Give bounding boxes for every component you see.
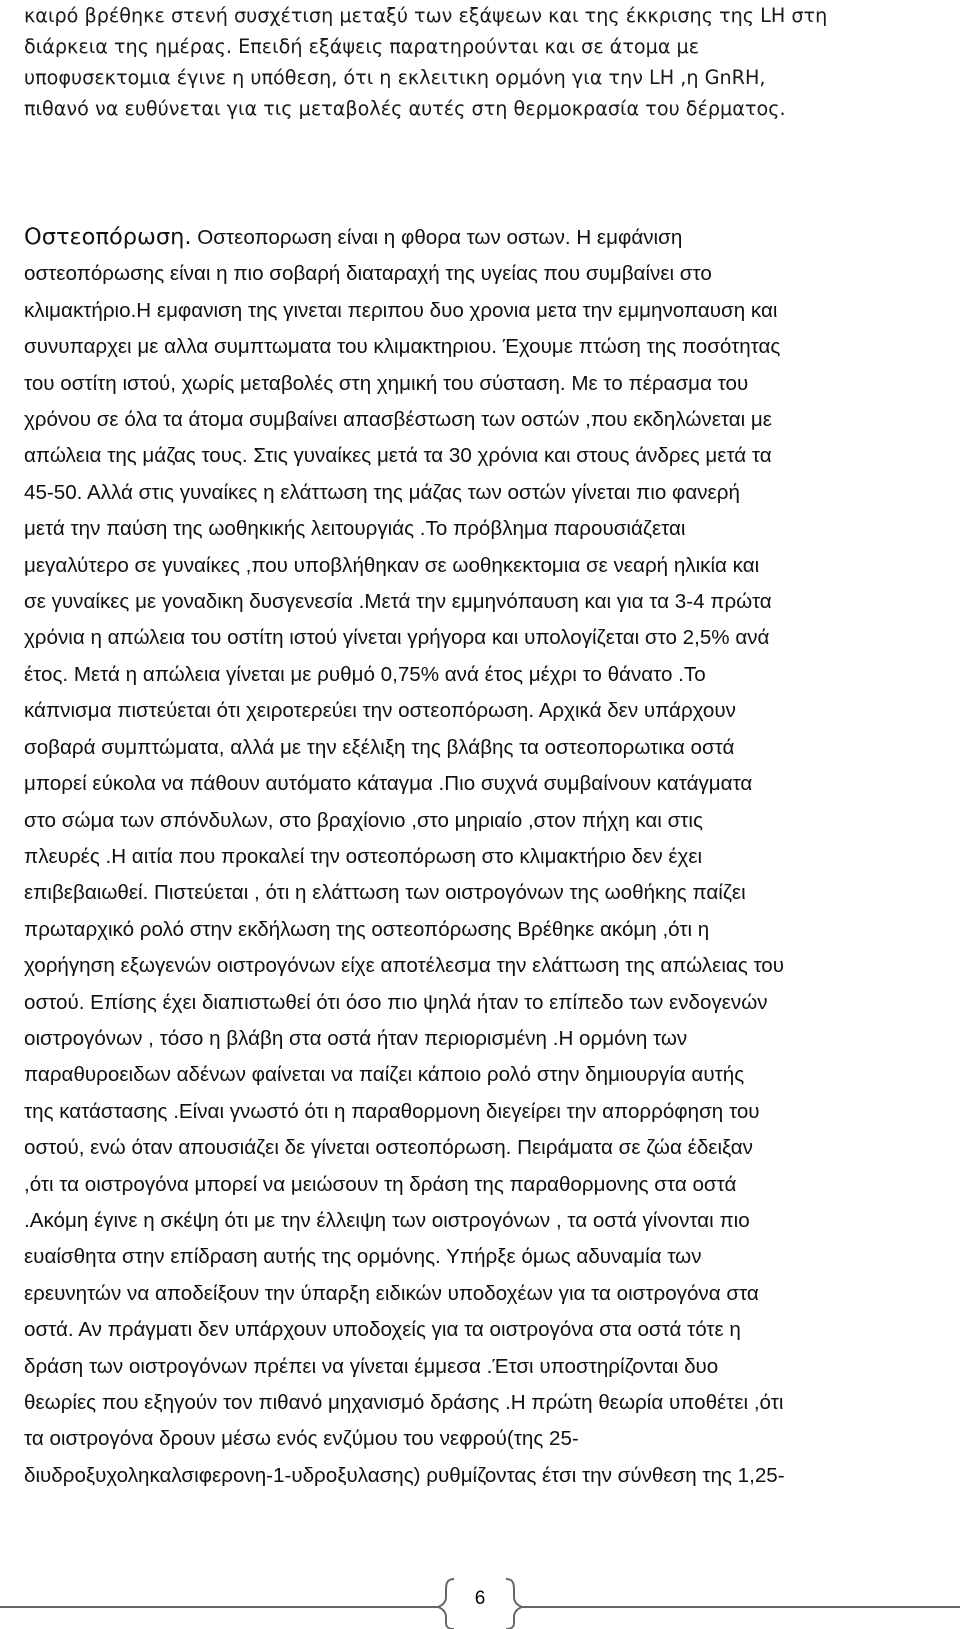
text-line: επιβεβαιωθεί. Πιστεύεται , ότι η ελάττωση των οιστρογόνων της ωοθήκης παίζει xyxy=(24,881,746,905)
page-number: 6 xyxy=(474,1588,486,1609)
text-line: 45-50. Αλλά στις γυναίκες η ελάττωση της μάζας των οστών γίνεται πιο φανερή xyxy=(24,480,740,504)
text-line: στο σώμα των σπόνδυλων, στο βραχίονιο ,στο μηριαίο ,στον πήχη και στις xyxy=(24,808,703,832)
text-line: σε γυναίκες με γοναδικη δυσγενεσία .Μετά την εμμηνόπαυση και για τα 3-4 πρώτα xyxy=(24,590,772,614)
text-line: διυδροξυχοληκαλσιφερονη-1-υδροξυλασης) ρυθμίζοντας έτσι την σύνθεση της 1,25- xyxy=(24,1463,785,1487)
text-line: παραθυροειδων αδένων φαίνεται να παίζει κάποιο ρολό στην δημιουργία αυτής xyxy=(24,1063,745,1087)
text-line: οστά. Αν πράγματι δεν υπάρχουν υποδοχείς για τα οιστρογόνα στα οστά τότε η xyxy=(24,1318,741,1342)
text-line: έτος. Μετά η απώλεια γίνεται με ρυθμό 0,75% ανά έτος μέχρι το θάνατο .Το xyxy=(24,662,706,686)
text-line: σοβαρά συμπτώματα, αλλά με την εξέλιξη της βλάβης τα οστεοπορωτικα οστά xyxy=(24,735,735,759)
text-line: πρωταρχικό ρολό στην εκδήλωση της οστεοπόρωσης Βρέθηκε ακόμη ,ότι η xyxy=(24,917,710,941)
footer-rule-left xyxy=(0,1606,440,1608)
text-line: πλευρές .Η αιτία που προκαλεί την οστεοπόρωση στο κλιμακτήριο δεν έχει xyxy=(24,844,703,868)
text-line: χορήγηση εξωγενών οιστρογόνων είχε αποτέλεσμα την ελάττωση της απώλειας του xyxy=(24,954,785,978)
text-line: χρόνια η απώλεια του οστίτη ιστού γίνεται γρήγορα και υπολογίζεται στο 2,5% ανά xyxy=(24,626,770,650)
text-line: μετά την παύση της ωοθηκικής λειτουργιάς .Το πρόβλημα παρουσιάζεται xyxy=(24,517,686,541)
text-line: χρόνου σε όλα τα άτομα συμβαίνει απασβέστωση των οστών ,που εκδηλώνεται με xyxy=(24,408,772,432)
text-line: διάρκεια της ημέρας. Επειδή εξάψεις παρατηρούνται και σε άτομα με xyxy=(24,35,700,58)
text-line: μπορεί εύκολα να πάθουν αυτόματο κάταγμα .Πιο συχνά συμβαίνουν κατάγματα xyxy=(24,772,753,796)
text-line: οστεοπόρωσης είναι η πιο σοβαρή διαταραχή της υγείας που συμβαίνει στο xyxy=(24,262,712,286)
text-line: οιστρογόνων , τόσο η βλάβη στα οστά ήταν περιορισμένη .Η ορμόνη των xyxy=(24,1026,688,1050)
text-line: ευαίσθητα στην επίδραση αυτής της ορμόνης. Υπήρξε όμως αδυναμία των xyxy=(24,1245,702,1269)
section-body xyxy=(24,256,944,1494)
text-line: δράση των οιστρογόνων πρέπει να γίνεται έμμεσα .Έτσι υποστηρίζονται δυο xyxy=(24,1354,719,1378)
text-line: της κατάστασης .Είναι γνωστό ότι η παραθορμονη διεγείρει την απορρόφηση του xyxy=(24,1099,760,1123)
text-line: μεγαλύτερο σε γυναίκες ,που υποβλήθηκαν σε ωοθηκεκτομια σε νεαρή ηλικία και xyxy=(24,553,760,577)
text-line: ,ότι τα οιστρογόνα μπορεί να μειώσουν τη δράση της παραθορμονης στα οστά xyxy=(24,1172,737,1196)
section-first-line xyxy=(24,219,944,256)
text-line: καιρό βρέθηκε στενή συσχέτιση μεταξύ των εξάψεων και της έκκρισης της LH στη xyxy=(24,4,828,27)
section-heading: Οστεοπόρωση. xyxy=(24,224,192,250)
text-line: .Ακόμη έγινε η σκέψη ότι με την έλλειψη των οιστρογόνων , τα οστά γίνονται πιο xyxy=(24,1208,750,1232)
text-line: πιθανό να ευθύνεται για τις μεταβολές αυτές στη θερμοκρασία του δέρματος. xyxy=(24,97,786,120)
text-line: οστού. Επίσης έχει διαπιστωθεί ότι όσο πιο ψηλά ήταν το επίπεδο των ενδογενών xyxy=(24,990,768,1014)
text-line: συνυπαρχει με αλλα συμπτωματα του κλιμακτηριου. Έχουμε πτώση της ποσότητας xyxy=(24,335,781,359)
text-line: ερευνητών να αποδείξουν την ύπαρξη ειδικών υποδοχέων για τα οιστρογόνα στα xyxy=(24,1281,759,1305)
text-line: κάπνισμα πιστεύεται ότι χειροτερεύει την οστεοπόρωση. Αρχικά δεν υπάρχουν xyxy=(24,699,736,723)
text-line: υποφυσεκτομια έγινε η υπόθεση, ότι η εκλειτικη ορμόνη για την LH ,η GnRH, xyxy=(24,66,766,89)
intro-paragraph xyxy=(24,0,944,124)
footer-rule-right xyxy=(520,1606,960,1608)
text-line: Οστεοπορωση είναι η φθορα των οστων. Η εμφάνιση xyxy=(191,226,683,249)
text-line: οστού, ενώ όταν απουσιάζει δε γίνεται οστεοπόρωση. Πειράματα σε ζώα έδειξαν xyxy=(24,1136,753,1160)
osteoporosis-section xyxy=(24,219,944,1494)
text-line: θεωρίες που εξηγούν τον πιθανό μηχανισμό δράσης .Η πρώτη θεωρία υποθέτει ,ότι xyxy=(24,1391,784,1414)
text-line: του οστίτη ιστού, χωρίς μεταβολές στη χημική του σύσταση. Με το πέρασμα του xyxy=(24,371,749,395)
page-footer xyxy=(0,1575,960,1629)
text-line: κλιμακτήριο.Η εμφανιση της γινεται περιπου δυο χρονια μετα την εμμηνοπαυση και xyxy=(24,298,778,322)
text-line: απώλεια της μάζας τους. Στις γυναίκες μετά τα 30 χρόνια και στους άνδρες μετά τα xyxy=(24,444,772,468)
text-line: τα οιστρογόνα δρουν μέσω ενός ενζύμου του νεφρού(της 25- xyxy=(24,1427,579,1451)
